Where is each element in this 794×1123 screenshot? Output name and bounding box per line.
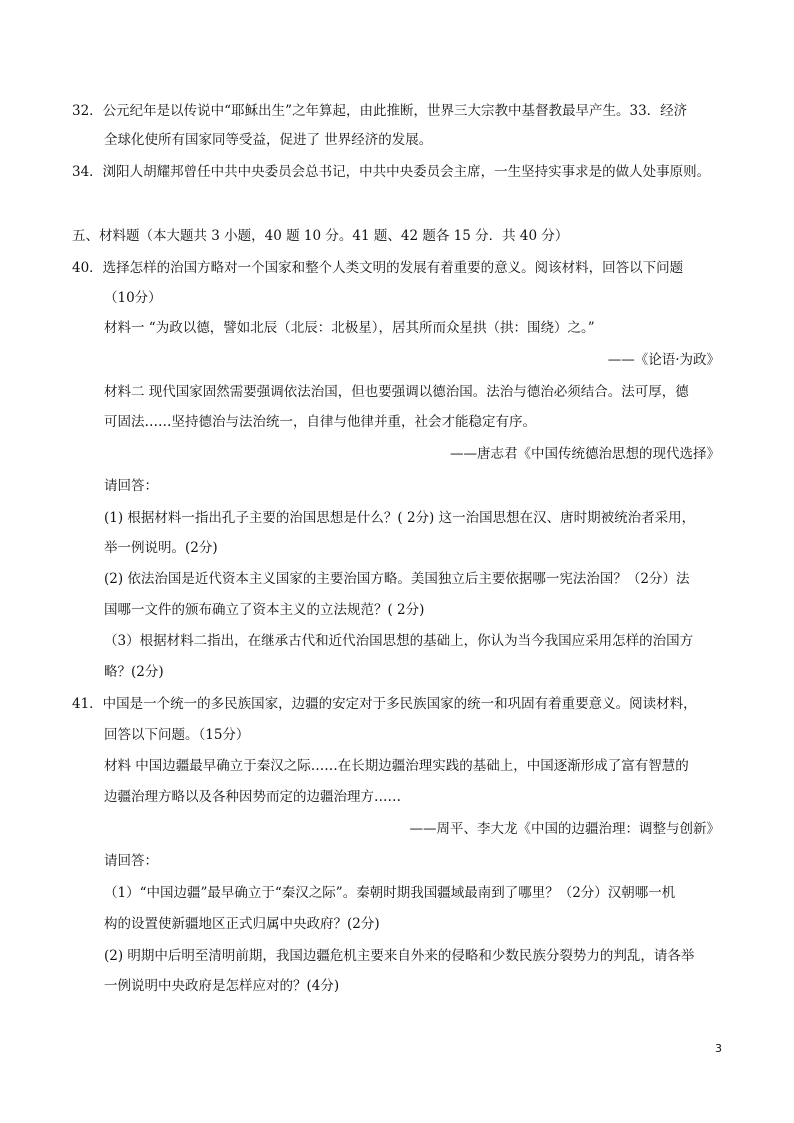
line-q32-33: 32．公元纪年是以传说中“耶稣出生”之年算起，由此推断，世界三大宗教中基督教最早产生。33．经济 xyxy=(72,103,688,119)
page-number: 3 xyxy=(715,1042,722,1055)
q41-part2-cont: 一例说明中央政府是怎样应对的？(4分) xyxy=(104,978,340,994)
material-41: 材料 中国边疆最早确立于秦汉之际……在长期边疆治理实践的基础上，中国逐渐形成了富有智慧的 xyxy=(104,758,689,774)
q41-part1-cont: 构的设置使新疆地区正式归属中央政府？(2分) xyxy=(104,916,380,932)
line-q34: 34．浏阳人胡耀邦曾任中共中央委员会总书记，中共中央委员会主席，一生坚持实事求是的做人处事原则。 xyxy=(72,164,711,180)
q40-part1: (1) 根据材料一指出孔子主要的治国思想是什么？( 2分) 这一治国思想在汉、唐时期被统治者采用， xyxy=(104,510,696,526)
source-lunyu: ——《论语·为政》 xyxy=(607,352,720,368)
q40-part3-cont: 略？(2分) xyxy=(104,664,164,680)
material-two-cont: 可固法……坚持德治与法治统一，自律与他律并重，社会才能稳定有序。 xyxy=(104,414,536,430)
q40-part2: (2) 依法治国是近代资本主义国家的主要治国方略。美国独立后主要依据哪一宪法治国？（2分）法 xyxy=(104,571,690,587)
q40-part1-cont: 举一例说明。(2分) xyxy=(104,540,218,556)
line-q40-score: （10分） xyxy=(104,290,162,306)
answer-prompt-41: 请回答： xyxy=(104,853,158,869)
q41-part2: (2) 明期中后明至清明前期，我国边疆危机主要来自外来的侵略和少数民族分裂势力的判乱，请各举 xyxy=(104,948,695,964)
answer-prompt-40: 请回答： xyxy=(104,478,158,494)
source-tang: ——唐志君《中国传统德治思想的现代选择》 xyxy=(450,446,720,462)
source-zhouping: ——周平、李大龙《中国的边疆治理：调整与创新》 xyxy=(409,821,720,837)
q40-part2-cont: 国哪一文件的颁布确立了资本主义的立法规范？( 2分) xyxy=(104,602,425,618)
section-heading-material: 五、材料题（本大题共 3 小题，40 题 10 分。41 题、42 题各 15 分．共 40 分） xyxy=(72,228,569,244)
material-one: 材料一 “为政以德，譬如北辰（北辰：北极星），居其所而众星拱（拱：围绕）之。” xyxy=(104,320,595,336)
material-41-cont: 边疆治理方略以及各种因势而定的边疆治理方…… xyxy=(104,789,401,805)
line-q33-cont: 全球化使所有国家同等受益，促进了 世界经济的发展。 xyxy=(104,132,433,148)
material-two: 材料二 现代国家固然需要强调依法治国，但也要强调以德治国。法治与德治必须结合。法可厚，德 xyxy=(104,384,689,400)
line-q41: 41．中国是一个统一的多民族国家，边疆的安定对于多民族国家的统一和巩固有着重要意义。阅读材料， xyxy=(72,696,697,712)
q41-part1: （1）“中国边疆”最早确立于“秦汉之际”。秦朝时期我国疆域最南到了哪里？（2分）汉朝哪一机 xyxy=(104,885,676,901)
q40-part3: （3）根据材料二指出，在继承古代和近代治国思想的基础上，你认为当今我国应采用怎样的治国方 xyxy=(104,633,694,649)
line-q41-score: 回答以下问题。（15分） xyxy=(104,727,250,743)
line-q40: 40．选择怎样的治国方略对一个国家和整个人类文明的发展有着重要的意义。阅该材料，回答以下问题 xyxy=(72,260,684,276)
